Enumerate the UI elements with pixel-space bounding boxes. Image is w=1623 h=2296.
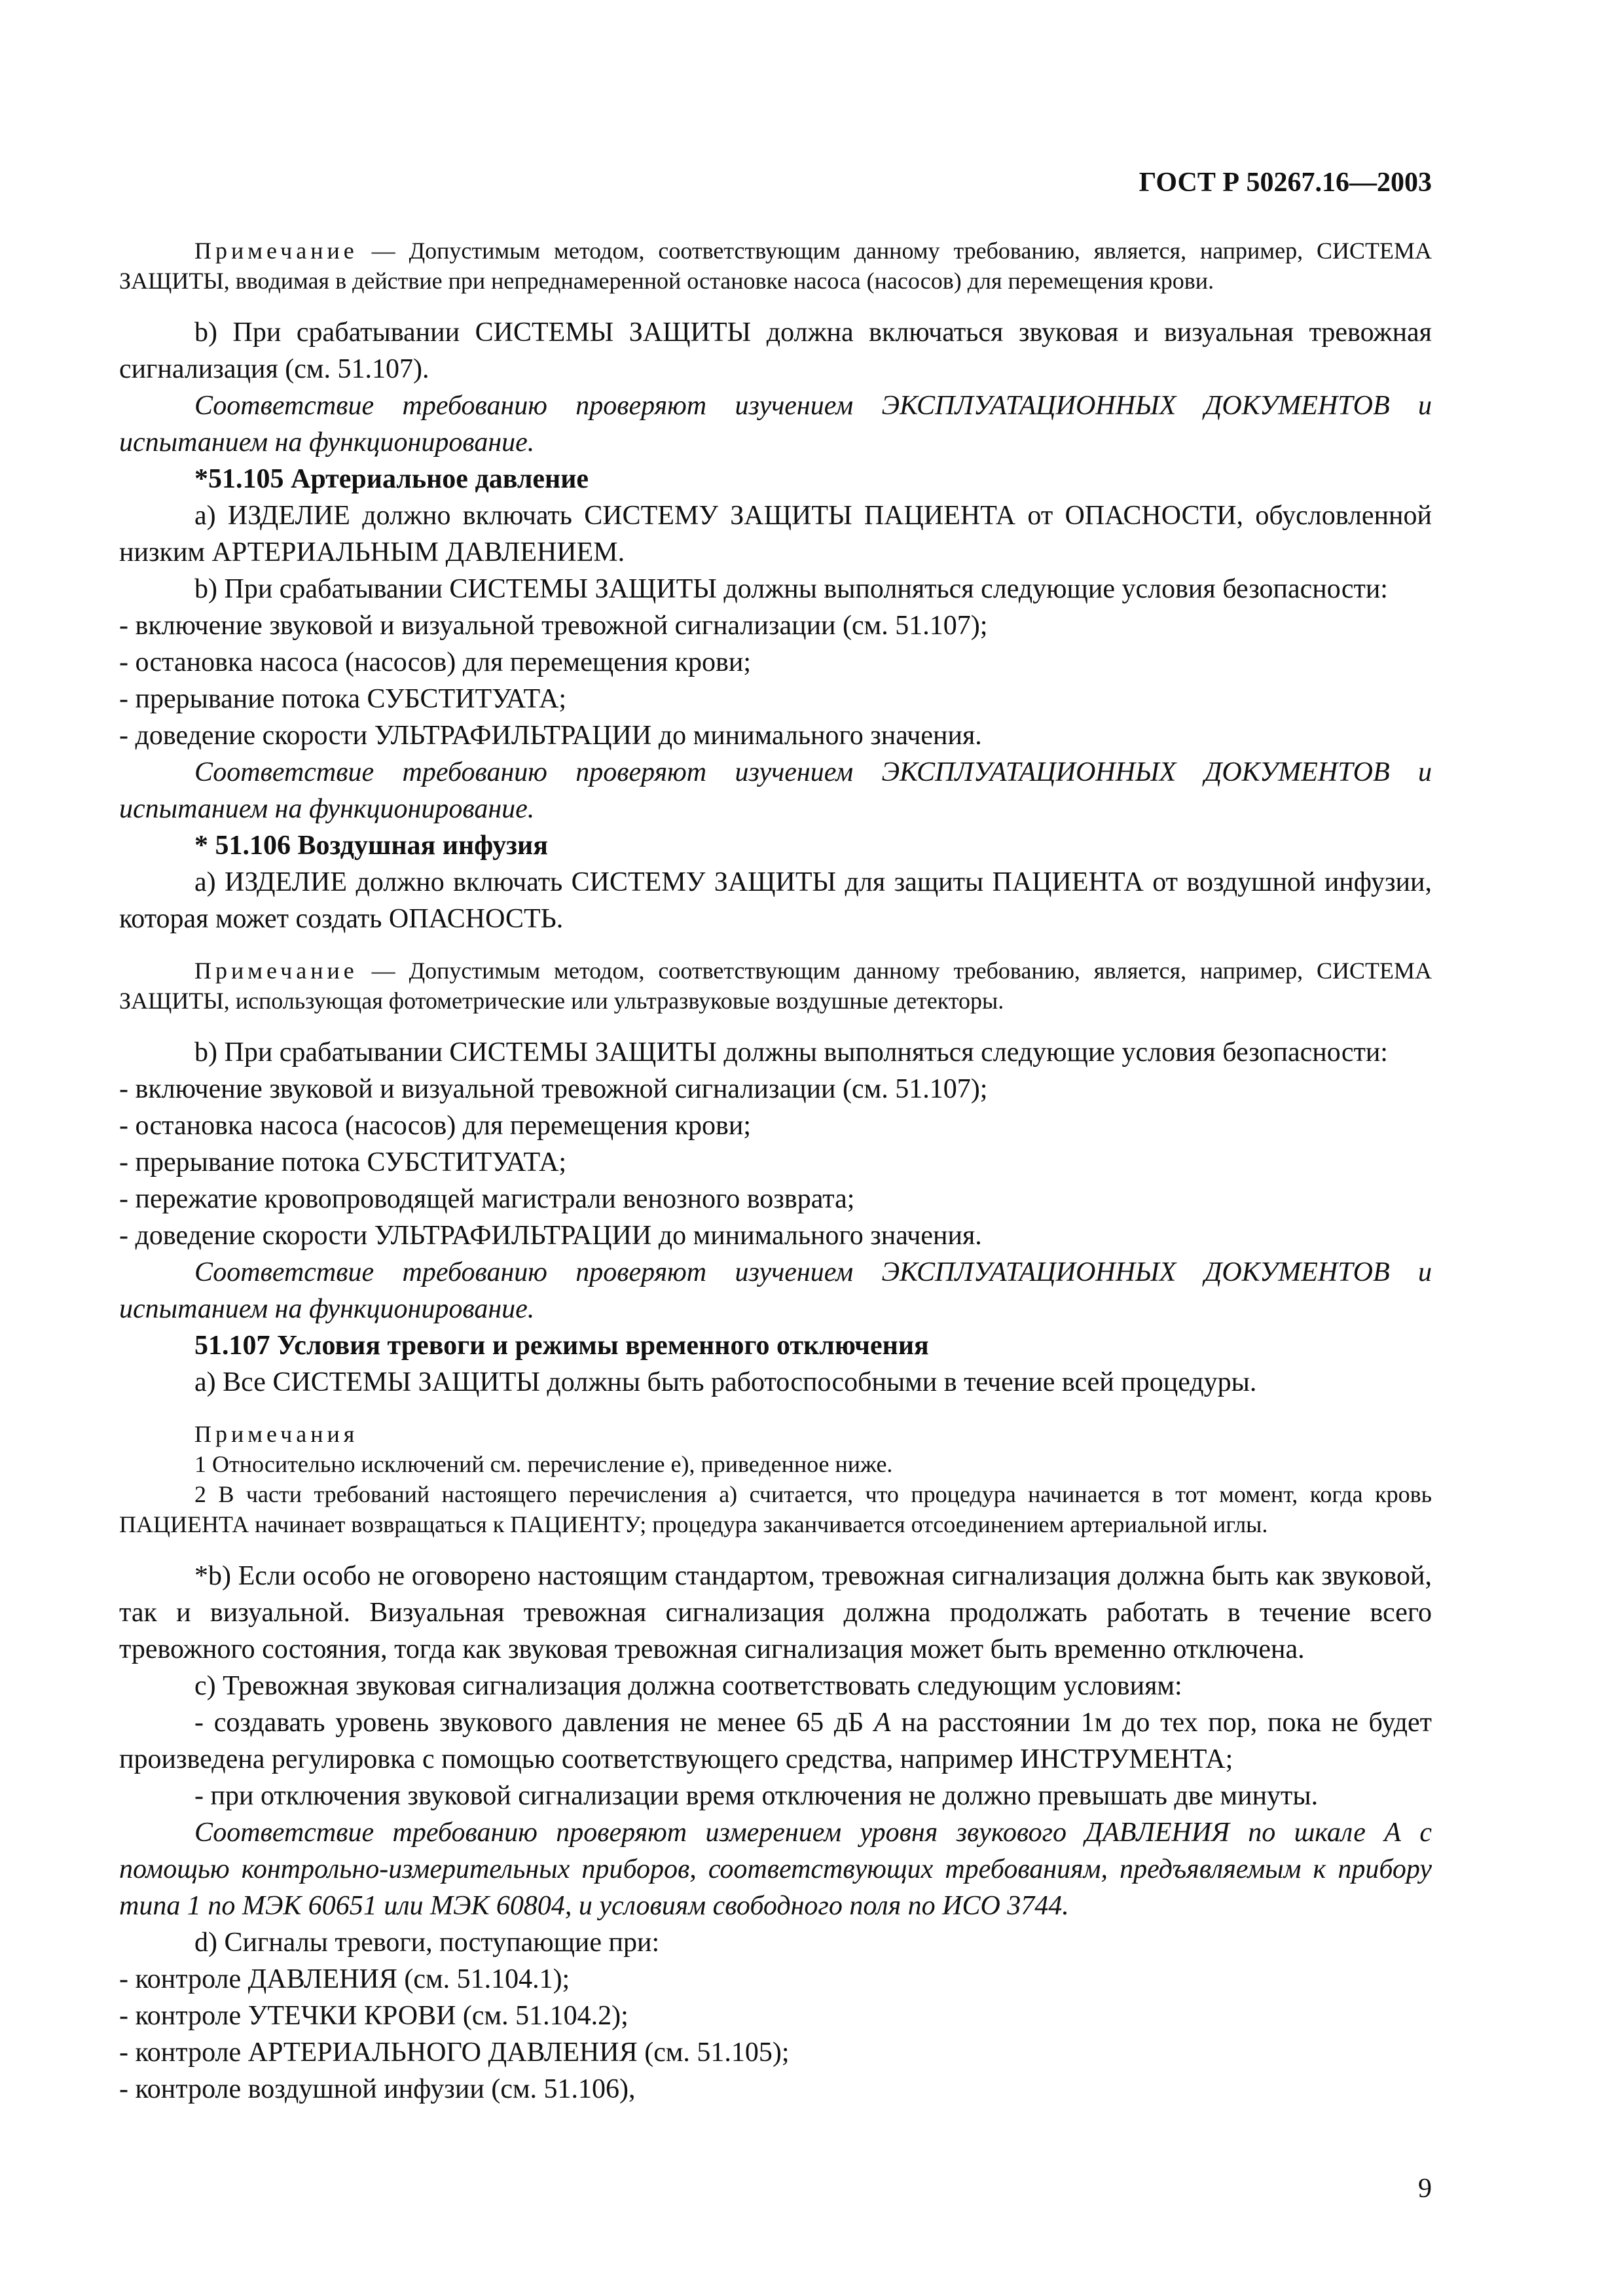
page-number: 9 [1418,2174,1432,2204]
list-item: - пережатие кровопроводящей магистрали венозного возврата; [119,1184,855,1214]
document-code: ГОСТ Р 50267.16—2003 [1139,168,1432,198]
list-item: - контроле УТЕЧКИ КРОВИ (см. 51.104.2); [119,2001,629,2031]
paragraph-a-51-107: а) Все СИСТЕМЫ ЗАЩИТЫ должны быть работоспособными в течение всей процедуры. [194,1367,1257,1397]
list-item: - остановка насоса (насосов) для перемещения крови; [119,647,752,677]
note-label: Примечание [194,958,358,984]
note-item: 1 Относительно исключений см. перечисление е), приведенное ниже. [194,1451,893,1477]
compliance-note: Соответствие требованию проверяют изучением ЭКСПЛУАТАЦИОННЫХ ДОКУМЕНТОВ и испытанием на функционирование. [119,757,1432,824]
list-item: - прерывание потока СУБСТИТУАТА; [119,1147,567,1177]
list-item: - контроле ДАВЛЕНИЯ (см. 51.104.1); [119,1964,570,1994]
note-1 [119,236,1432,296]
compliance-note: Соответствие требованию проверяют измерением уровня звукового ДАВЛЕНИЯ по шкале А с помощью контрольно-измерительных приборов, соответствующих требованиям, предъявляемым к прибору типа 1 по МЭК 60651 или МЭК 60804, и условиям свободного поля по ИСО 3744. [119,1818,1432,1921]
paragraph-c-item: - при отключения звуковой сигнализации время отключения не должно превышать две минуты. [194,1781,1319,1811]
note-2 [119,956,1432,1016]
list-item: - доведение скорости УЛЬТРАФИЛЬТРАЦИИ до минимального значения. [119,1221,982,1251]
c-item-text-pre: - создавать уровень звукового давления не менее 65 дБ [194,1708,875,1738]
list-item: - прерывание потока СУБСТИТУАТА; [119,684,567,714]
paragraph-a-51-106: а) ИЗДЕЛИЕ должно включать СИСТЕМУ ЗАЩИТЫ для защиты ПАЦИЕНТА от воздушной инфузии, которая может создать ОПАСНОСТЬ. [119,867,1432,934]
paragraph-d-51-107: d) Сигналы тревоги, поступающие при: [194,1928,660,1958]
c-item-text-post: на расстоянии 1м до тех пор, пока не будет произведена регулировка с помощью соответствующего средства, например ИНСТРУМЕНТА; [119,1708,1432,1774]
list-item: - доведение скорости УЛЬТРАФИЛЬТРАЦИИ до минимального значения. [119,721,982,751]
paragraph-c-51-107: с) Тревожная звуковая сигнализация должна соответствовать следующим условиям: [194,1671,1182,1701]
c-item-unit: А [874,1708,891,1738]
section-heading-51-106: * 51.106 Воздушная инфузия [194,831,548,861]
paragraph-b-51-104: b) При срабатывании СИСТЕМЫ ЗАЩИТЫ должна включаться звуковая и визуальная тревожная сигнализация (см. 51.107). [119,317,1432,384]
compliance-note: Соответствие требованию проверяют изучением ЭКСПЛУАТАЦИОННЫХ ДОКУМЕНТОВ и испытанием на функционирование. [119,1257,1432,1324]
paragraph-a-51-105: а) ИЗДЕЛИЕ должно включать СИСТЕМУ ЗАЩИТЫ ПАЦИЕНТА от ОПАСНОСТИ, обусловленной низким АРТЕРИАЛЬНЫМ ДАВЛЕНИЕМ. [119,501,1432,567]
paragraph-b-51-105: b) При срабатывании СИСТЕМЫ ЗАЩИТЫ должны выполняться следующие условия безопасности: [194,574,1388,604]
section-heading-51-105: *51.105 Артериальное давление [194,464,589,494]
note-text: — Допустимым методом, соответствующим данному требованию, является, например, СИСТЕМА ЗАЩИТЫ, вводимая в действие при непреднамеренной остановке насоса (насосов) для перемещения крови. [119,238,1432,294]
notes-label: Примечания [194,1421,359,1447]
list-item: - контроле АРТЕРИАЛЬНОГО ДАВЛЕНИЯ (см. 51.105); [119,2037,790,2068]
page-body [119,236,1432,2108]
list-item: - контроле воздушной инфузии (см. 51.106), [119,2074,636,2104]
note-label: Примечание [194,238,358,264]
paragraph-b-51-107: *b) Если особо не оговорено настоящим стандартом, тревожная сигнализация должна быть как звуковой, так и визуальной. Визуальная тревожная сигнализация должна продолжать работать в течение всего тревожного состояния, тогда как звуковая тревожная сигнализация может быть временно отключена. [119,1561,1432,1664]
section-heading-51-107: 51.107 Условия тревоги и режимы временного отключения [194,1331,929,1361]
compliance-note: Соответствие требованию проверяют изучением ЭКСПЛУАТАЦИОННЫХ ДОКУМЕНТОВ и испытанием на функционирование. [119,391,1432,457]
list-item: - включение звуковой и визуальной тревожной сигнализации (см. 51.107); [119,1074,988,1104]
list-item: - остановка насоса (насосов) для перемещения крови; [119,1111,752,1141]
paragraph-c-item [119,1704,1432,1778]
list-item: - включение звуковой и визуальной тревожной сигнализации (см. 51.107); [119,611,988,641]
note-item: 2 В части требований настоящего перечисления а) считается, что процедура начинается в тот момент, когда кровь ПАЦИЕНТА начинает возвращаться к ПАЦИЕНТУ; процедура заканчивается отсоединением артериальной иглы. [119,1481,1432,1537]
note-text: — Допустимым методом, соответствующим данному требованию, является, например, СИСТЕМА ЗАЩИТЫ, использующая фотометрические или ультразвуковые воздушные детекторы. [119,958,1432,1014]
paragraph-b-51-106: b) При срабатывании СИСТЕМЫ ЗАЩИТЫ должны выполняться следующие условия безопасности: [194,1037,1388,1067]
